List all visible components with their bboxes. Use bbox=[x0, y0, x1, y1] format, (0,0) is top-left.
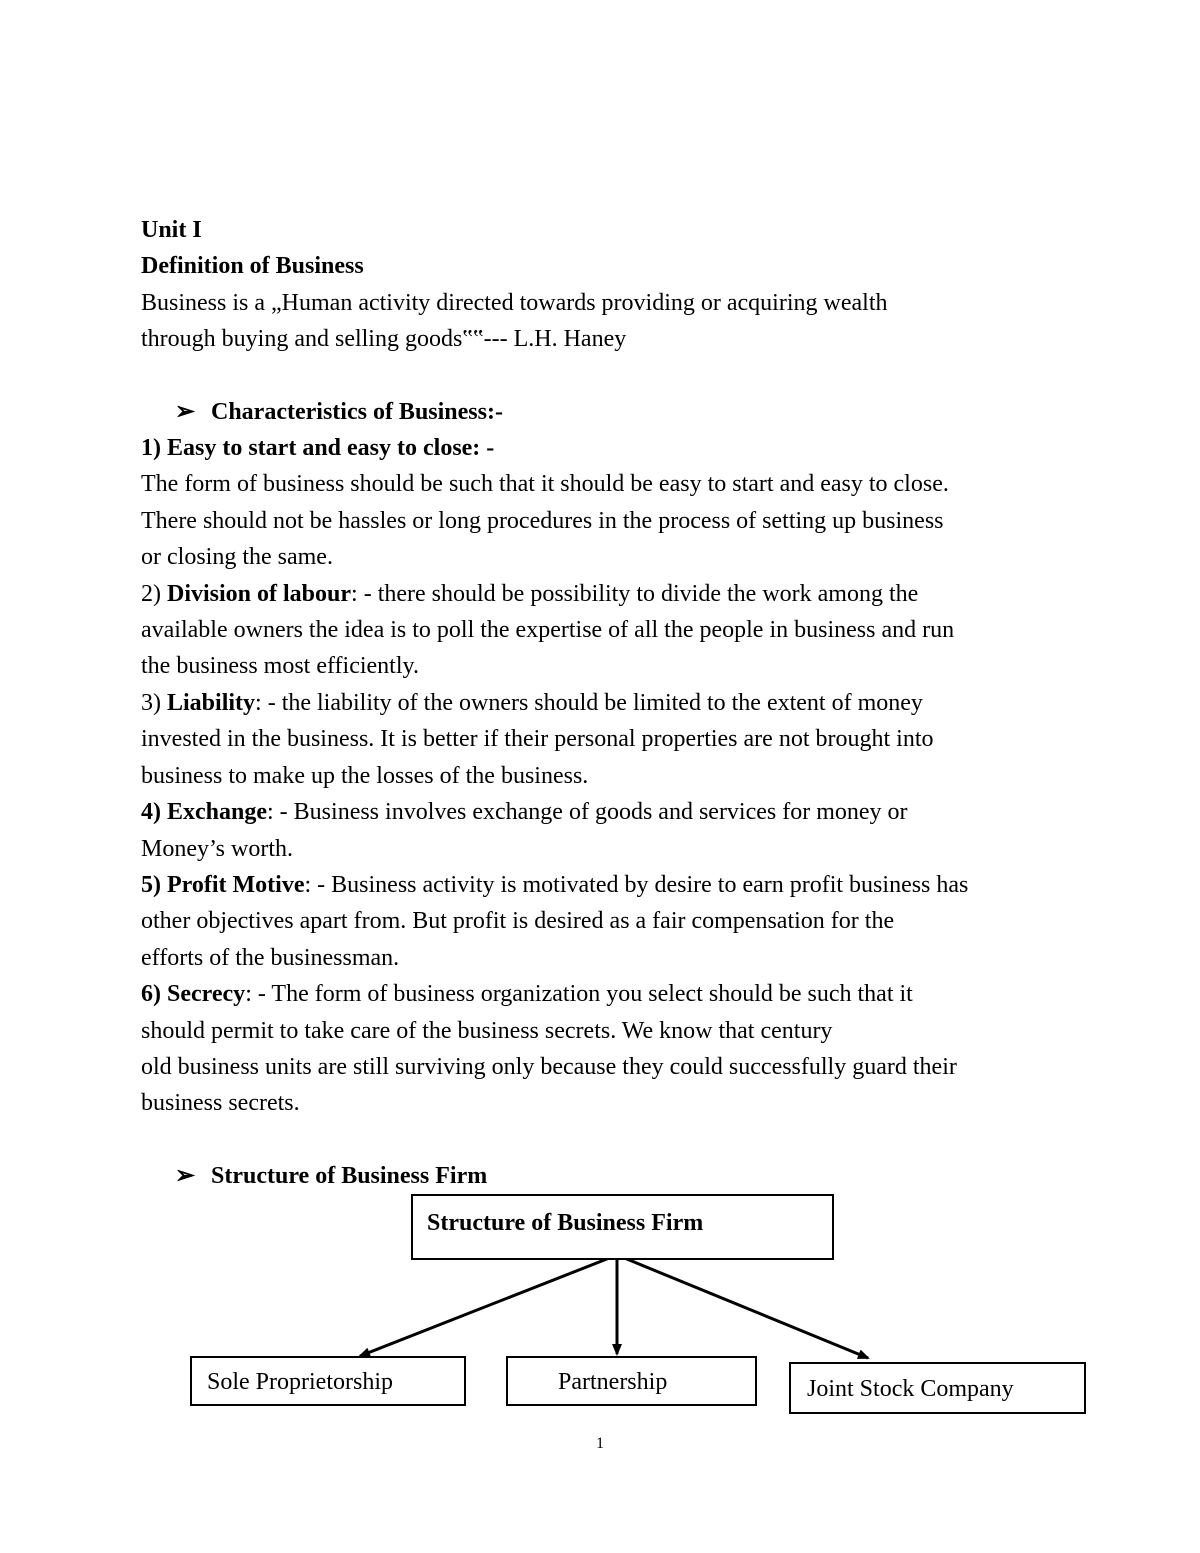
diagram-box-partnership: Partnership bbox=[506, 1356, 757, 1406]
unit-title: Unit I bbox=[141, 217, 202, 243]
item-lead-text: : - The form of business organization you select should be such that it bbox=[245, 981, 913, 1008]
diagram-box-sole-proprietorship: Sole Proprietorship bbox=[190, 1356, 466, 1406]
characteristic-6-line: business secrets. bbox=[141, 1090, 300, 1117]
item-lead-text: : - Business activity is motivated by desire to earn profit business has bbox=[304, 871, 969, 898]
item-number: 2) bbox=[141, 580, 161, 607]
document-body bbox=[141, 212, 1076, 1194]
item-lead-text: : - there should be possibility to divide the work among the bbox=[351, 580, 919, 607]
characteristic-1-heading bbox=[141, 430, 1076, 466]
definition-heading: Definition of Business bbox=[141, 253, 364, 280]
arrow-to-joint-stock-company bbox=[617, 1255, 868, 1358]
characteristic-2-lead bbox=[141, 576, 1076, 612]
item-lead-text: : - the liability of the owners should be limited to the extent of money bbox=[255, 689, 923, 716]
characteristic-6-line: old business units are still surviving only because they could successfully guard their bbox=[141, 1053, 957, 1080]
characteristic-1-line: There should not be hassles or long procedures in the process of setting up business bbox=[141, 507, 944, 534]
spacer bbox=[141, 1122, 1076, 1158]
item-lead-text: : - Business involves exchange of goods and services for money or bbox=[267, 799, 908, 826]
characteristic-3-line: invested in the business. It is better if their personal properties are not brought into bbox=[141, 726, 934, 753]
item-label: Division of labour bbox=[167, 580, 352, 607]
item-number: 4) bbox=[141, 799, 161, 826]
item-number: 3) bbox=[141, 689, 161, 716]
item-label: Easy to start and easy to close: - bbox=[167, 435, 495, 462]
characteristic-1-line: or closing the same. bbox=[141, 544, 333, 571]
characteristic-4-lead bbox=[141, 794, 1076, 830]
characteristic-4-line: Money’s worth. bbox=[141, 835, 293, 862]
characteristics-heading bbox=[141, 394, 1076, 430]
characteristic-2-line: available owners the idea is to poll the expertise of all the people in business and run bbox=[141, 617, 955, 644]
diagram-root-box: Structure of Business Firm bbox=[411, 1194, 834, 1260]
item-number: 6) bbox=[141, 981, 161, 1008]
structure-heading-text: Structure of Business Firm bbox=[211, 1162, 488, 1189]
characteristic-5-line: other objectives apart from. But profit is desired as a fair compensation for the bbox=[141, 908, 895, 935]
item-label: Profit Motive bbox=[167, 871, 305, 898]
characteristic-1-line: The form of business should be such that it should be easy to start and easy to close. bbox=[141, 471, 949, 498]
item-label: Exchange bbox=[167, 799, 268, 826]
item-label: Secrecy bbox=[167, 981, 246, 1008]
item-label: Liability bbox=[167, 689, 256, 716]
characteristics-heading-text: Characteristics of Business:- bbox=[211, 398, 503, 425]
characteristic-3-lead bbox=[141, 685, 1076, 721]
characteristic-3-line: business to make up the losses of the business. bbox=[141, 762, 589, 789]
diagram-box-joint-stock-company: Joint Stock Company bbox=[789, 1362, 1086, 1414]
arrow-bullet-icon: ➢ bbox=[175, 398, 196, 425]
characteristic-2-line: the business most efficiently. bbox=[141, 653, 419, 680]
item-number: 5) bbox=[141, 871, 161, 898]
spacer bbox=[141, 358, 1076, 394]
arrow-to-sole-proprietorship bbox=[360, 1255, 617, 1356]
characteristic-5-lead bbox=[141, 867, 1076, 903]
arrow-bullet-icon: ➢ bbox=[175, 1162, 196, 1189]
item-number: 1) bbox=[141, 435, 161, 462]
structure-heading bbox=[141, 1158, 1076, 1194]
characteristic-6-line: should permit to take care of the business secrets. We know that century bbox=[141, 1017, 833, 1044]
characteristic-5-line: efforts of the businessman. bbox=[141, 944, 400, 971]
characteristic-6-lead bbox=[141, 976, 1076, 1012]
page-number: 1 bbox=[596, 1435, 604, 1452]
definition-line-1: Business is a „Human activity directed towards providing or acquiring wealth bbox=[141, 289, 888, 316]
definition-line-2: through buying and selling goods‟‟--- L.H. Haney bbox=[141, 326, 627, 353]
